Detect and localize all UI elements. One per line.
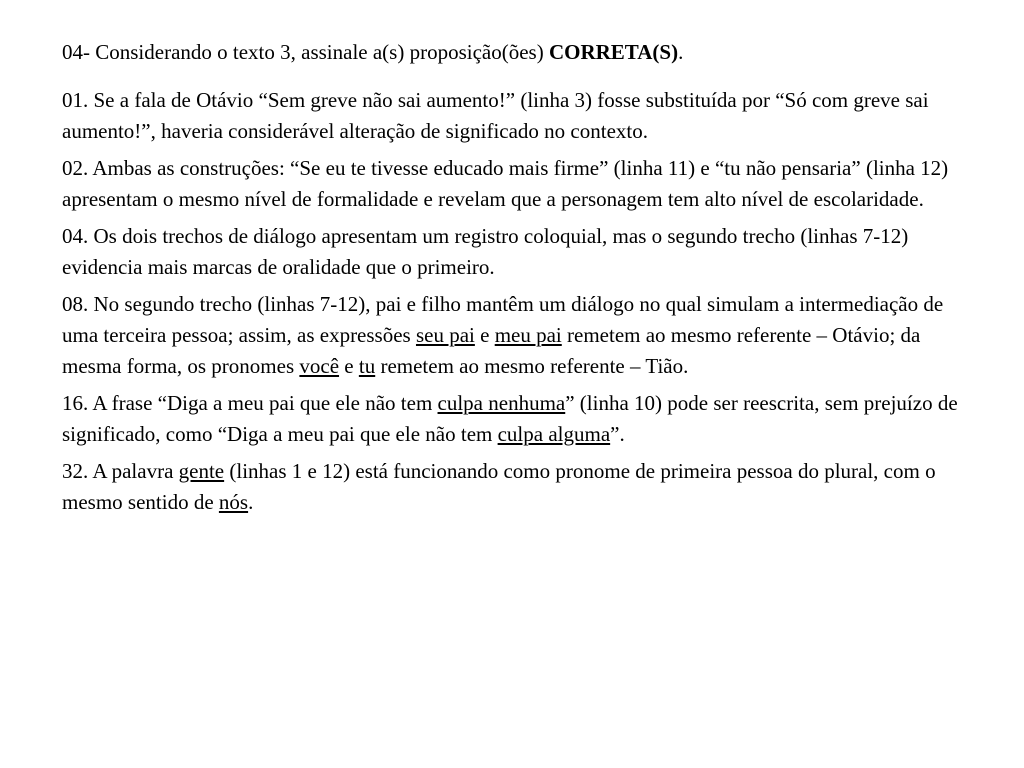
question-end: .	[678, 40, 684, 64]
proposition-16	[62, 388, 962, 450]
proposition-text: remetem ao mesmo referente – Tião.	[375, 354, 689, 378]
proposition-text: 08. No segundo trecho (linhas 7-12), pai e filho mantêm um diálogo no qual simulam a intermediação de uma terceira pessoa; assim, as expressões	[62, 292, 944, 347]
proposition-text: (linhas 1 e 12) está funcionando como pronome de primeira pessoa do plural, com o mesmo sentido de	[62, 459, 936, 514]
underlined-term: meu pai	[494, 323, 562, 347]
proposition-text: 16. A frase “Diga a meu pai que ele não tem	[62, 391, 438, 415]
slide-content	[62, 37, 962, 524]
question-heading	[62, 37, 962, 68]
proposition-text: e	[474, 323, 495, 347]
underlined-term: culpa alguma	[497, 422, 611, 446]
proposition-text: 01. Se a fala de Otávio “Sem greve não sai aumento!” (linha 3) fosse substituída por “Só com greve sai aumento!”, haveria considerável alteração de significado no contexto.	[62, 88, 929, 143]
proposition-32	[62, 456, 962, 518]
question-text: 04- Considerando o texto 3, assinale a(s) proposição(ões)	[62, 40, 549, 64]
underlined-term: seu pai	[415, 323, 475, 347]
question-emphasis: CORRETA(S)	[548, 40, 679, 64]
proposition-text: .	[248, 490, 254, 514]
proposition-text: e	[339, 354, 359, 378]
proposition-text: ”.	[610, 422, 625, 446]
proposition-04	[62, 221, 962, 283]
underlined-term: nós	[218, 490, 249, 514]
proposition-text: 04. Os dois trechos de diálogo apresentam um registro coloquial, mas o segundo trecho (linhas 7-12) evidencia mais marcas de oralidade que o primeiro.	[62, 224, 909, 279]
underlined-term: tu	[358, 354, 376, 378]
proposition-text: 02. Ambas as construções: “Se eu te tivesse educado mais firme” (linha 11) e “tu não pensaria” (linha 12) apresentam o mesmo nível de formalidade e revelam que a personagem tem alto nível de escolaridade.	[62, 156, 949, 211]
proposition-text: ” (linha 10) pode ser reescrita, sem prejuízo de significado, como “Diga a meu pai que ele não tem	[62, 391, 958, 446]
proposition-text: remetem ao mesmo referente – Otávio; da mesma forma, os pronomes	[62, 323, 921, 378]
underlined-term: gente	[178, 459, 225, 483]
proposition-text: 32. A palavra	[62, 459, 179, 483]
proposition-08	[62, 289, 962, 382]
underlined-term: culpa nenhuma	[437, 391, 566, 415]
underlined-term: você	[299, 354, 340, 378]
proposition-01	[62, 85, 962, 147]
proposition-02	[62, 153, 962, 215]
